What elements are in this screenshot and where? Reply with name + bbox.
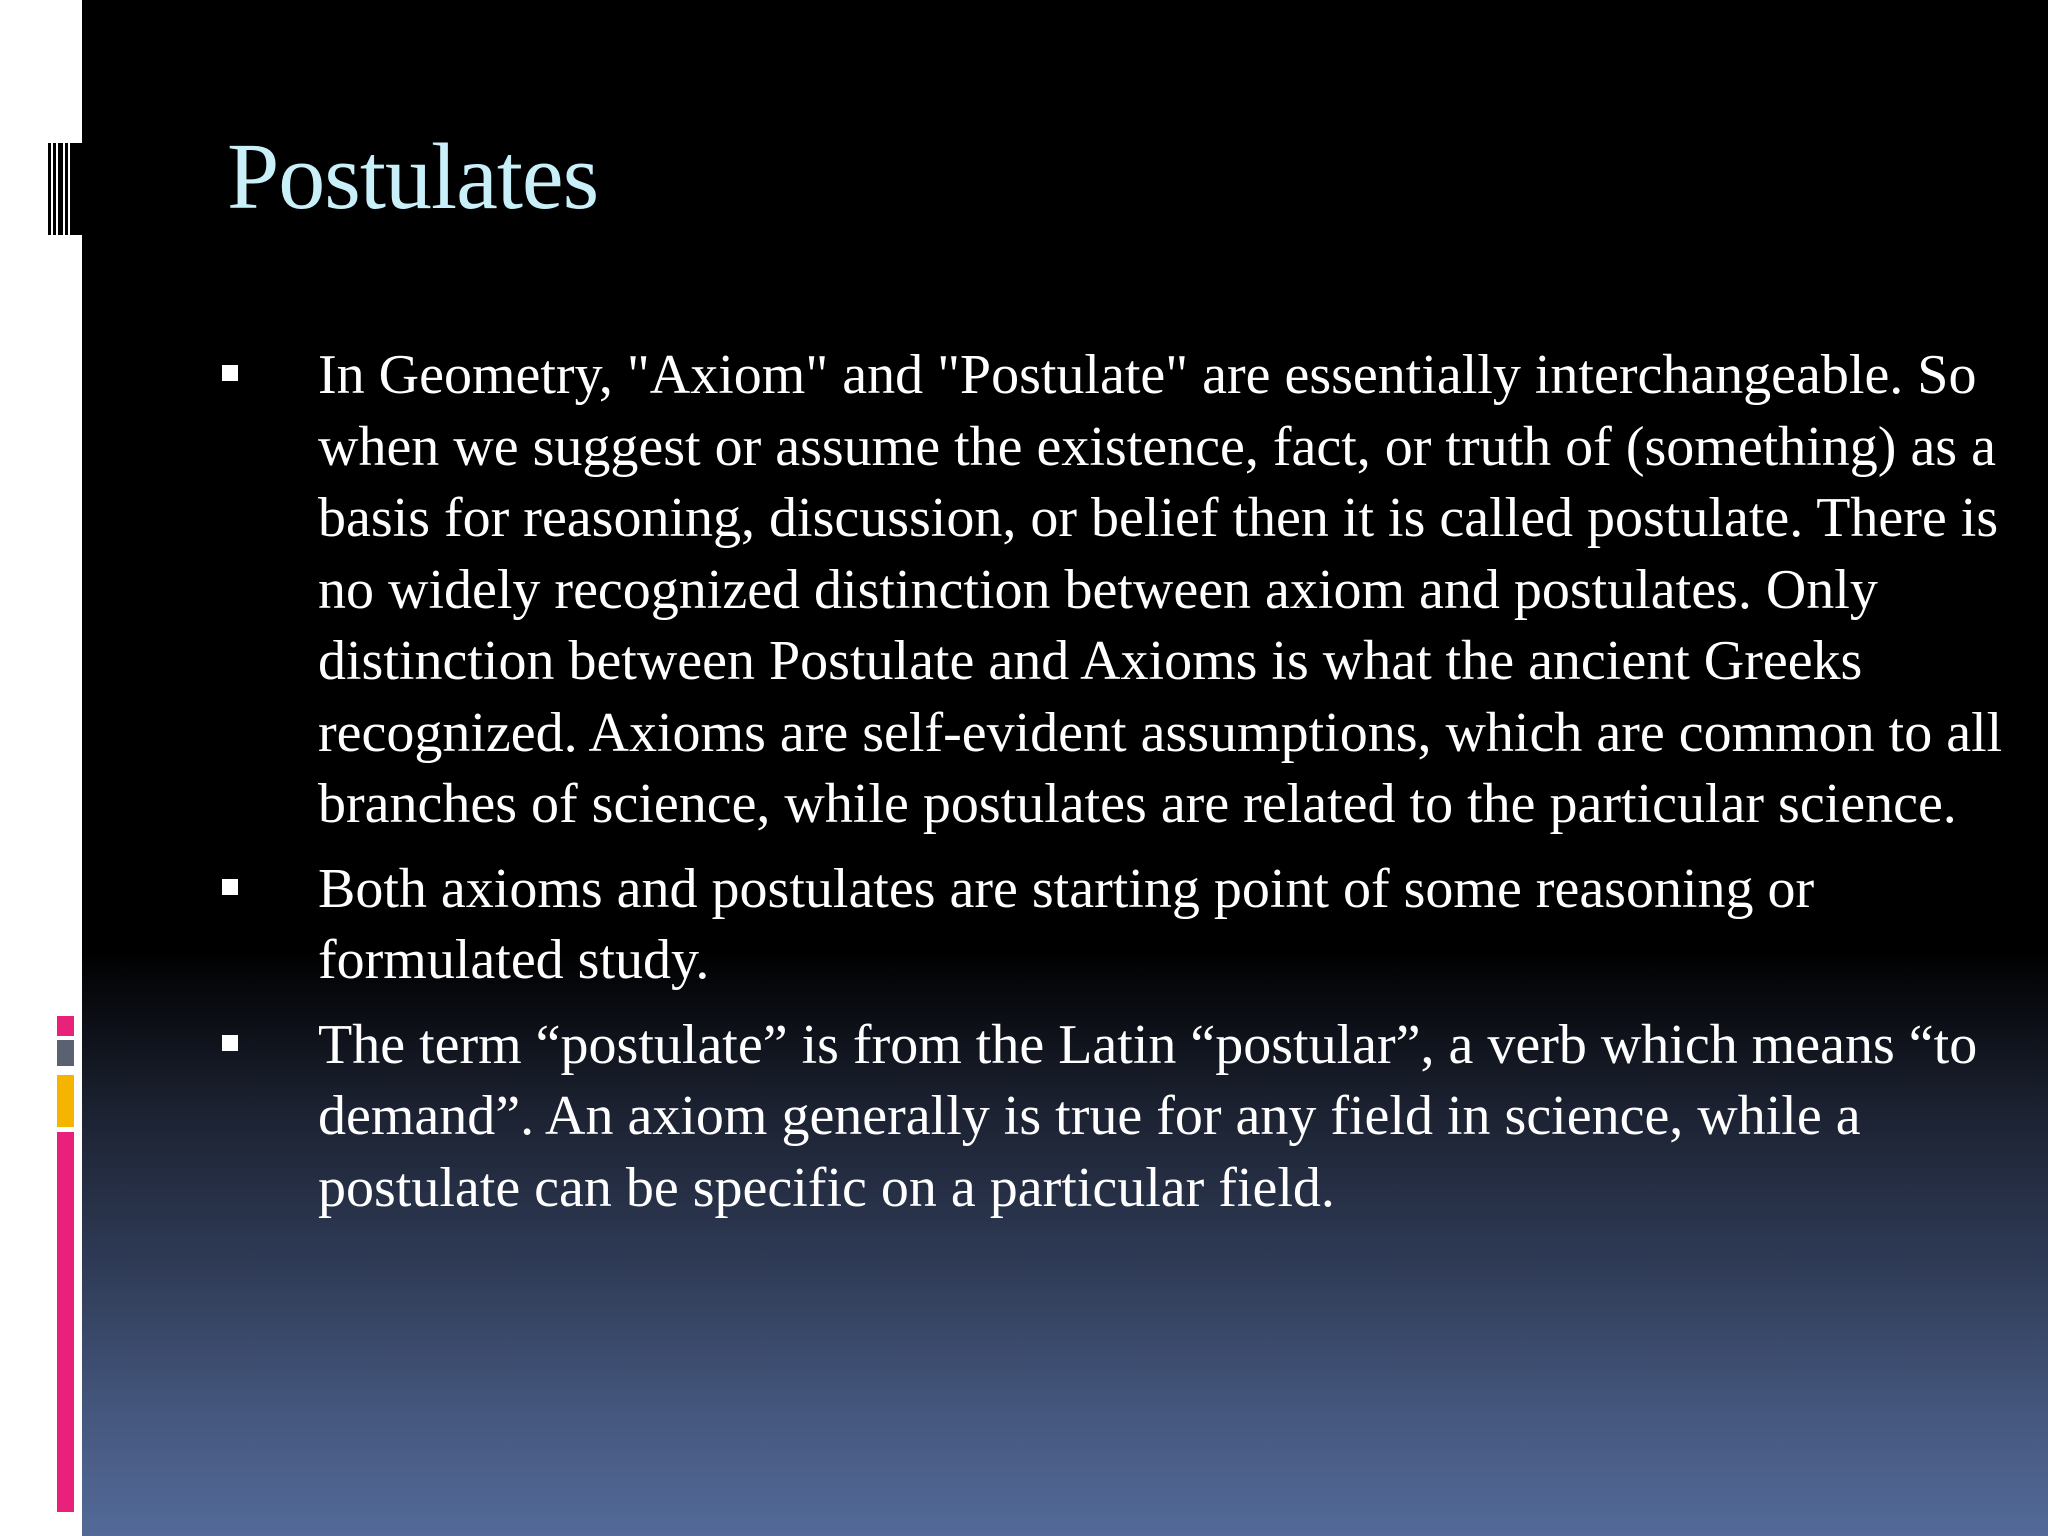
bullet-item-1 <box>222 340 2012 841</box>
barcode-stripes-icon <box>48 143 82 235</box>
accent-bar-gray <box>57 1040 74 1066</box>
bullet-item-3 <box>222 1010 2012 1225</box>
slide-content-area <box>82 0 2048 1536</box>
bullet-list <box>222 340 2012 1237</box>
square-bullet-icon <box>222 879 238 895</box>
square-bullet-icon <box>222 365 238 381</box>
slide-title: Postulates <box>227 125 599 229</box>
left-decorative-strip <box>0 0 82 1536</box>
accent-bar-pink-small <box>57 1016 74 1036</box>
accent-bar-pink-long <box>57 1132 74 1512</box>
bullet-item-2 <box>222 854 2012 997</box>
bullet-text: In Geometry, "Axiom" and "Postulate" are essentially interchangeable. So when we suggest or assume the existence, fact, or truth of (something) as a basis for reasoning, discussion, or belief then it is called postulate. There is no widely recognized distinction between axiom and postulates. Only distinction between Postulate and Axioms is what the ancient Greeks recognized. Axioms are self-evident assumptions, which are common to all branches of science, while postulates are related to the particular science. <box>318 344 2003 835</box>
bullet-text: Both axioms and postulates are starting point of some reasoning or formulated study. <box>318 857 1815 991</box>
bullet-text: The term “postulate” is from the Latin “postular”, a verb which means “to demand”. An axiom generally is true for any field in science, while a postulate can be specific on a particular field. <box>318 1013 1978 1219</box>
accent-bar-orange <box>57 1075 74 1127</box>
square-bullet-icon <box>222 1035 238 1051</box>
